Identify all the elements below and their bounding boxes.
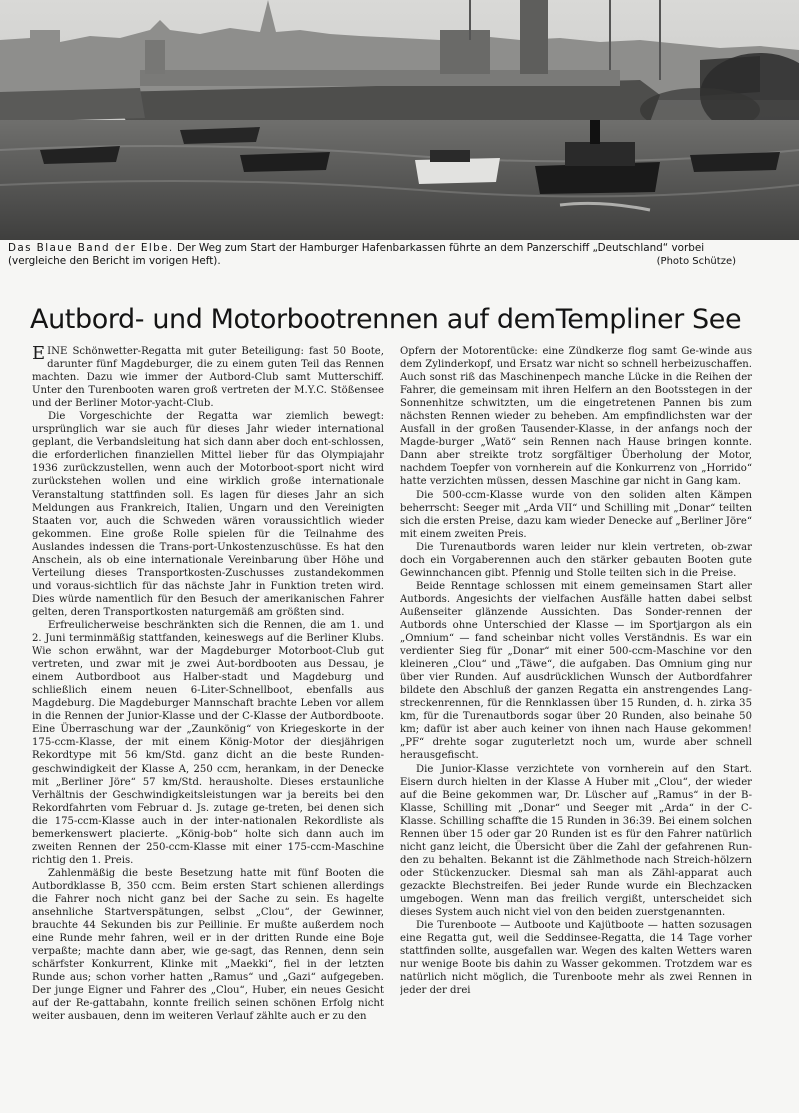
drop-cap: E	[32, 345, 46, 364]
caption-text: Der Weg zum Start der Hamburger Hafenbarkassen führte an dem Panzerschiff „Deutschland“ vorbei (vergleiche den Bericht im vorigen Heft).	[8, 242, 705, 267]
paragraph: Die Turenautbords waren leider nur klein vertreten, ob-zwar doch ein Vorgaberennen auch den stärker gebauten Booten gute Gewinnchancen gibt. Pfennig und Stolle teilten sich in die Preise.	[400, 541, 752, 579]
paragraph: Die 500-ccm-Klasse wurde von den soliden alten Kämpen beherrscht: Seeger mit „Arda VII“ und Schilling mit „Donar“ teilten sich die ersten Preise, dazu kam wieder Denecke auf „Berliner Jöre“ mit einem zweiten Preis.	[400, 489, 752, 540]
caption-lead: Das Blaue Band der Elbe.	[8, 242, 174, 254]
article-title: Autbord- und Motorbootrennen auf demTempliner See	[30, 304, 742, 335]
article-column-right	[400, 345, 752, 1105]
photo-credit: (Photo Schütze)	[656, 256, 736, 267]
paragraph	[32, 345, 384, 410]
article-column-left	[32, 345, 384, 1105]
paragraph: Opfern der Motorentücke: eine Zündkerze flog samt Ge-winde aus dem Zylinderkopf, und Ersatz war nicht so schnell herbeizuschaffen. Auch sonst riß das Maschinenpech manche Lücke in die Reihen der Fahrer, die gemeinsam mit ihren Helfern an den Bootsstegen in der Sonnenhitze schwitzten, um die eingetretenen Pannen bis zum nächsten Rennen wieder zu beheben. Am empfindlichsten war der Ausfall in der großen Tausender-Klasse, in der anfangs noch der Magde-burger „Watö“ sein Rennen nach Hause bringen konnte. Dann aber streikte trotz sorgfältiger Überholung der Motor, nachdem Toepfer von vornherein auf die Konkurrenz von „Horrido“ hatte verzichten müssen, dessen Maschine gar nicht in Gang kam.	[400, 346, 752, 488]
paragraph: Beide Renntage schlossen mit einem gemeinsamen Start aller Autbords. Angesichts der vielfachen Ausfälle hatten dabei selbst Außenseiter glänzende Aussichten. Das Sonder-rennen der Autbords ohne Unterschied der Klasse — im Sportjargon als ein „Omnium“ — fand scheinbar nicht volles Verständnis. Es war ein verdienter Sieg für „Donar“ mit einer 500-ccm-Maschine vor den kleineren „Clou“ und „Täwe“, die aufgaben. Das Omnium ging nur über vier Runden. Auf ausdrücklichen Wunsch der Autbordfahrer bildete den Abschluß der ganzen Regatta ein anstrengendes Lang-streckenrennen, für die Rennklassen über 15 Runden, d. h. zirka 35 km, für die Turenautbords sogar über 20 Runden, also beinahe 50 km; dafür ist aber auch keiner von ihnen nach Hause gekommen! „PF“ drehte sogar zuguterletzt noch um, wurde aber schnell herausgefischt.	[400, 580, 752, 762]
harbor-photo	[0, 0, 799, 240]
paragraph: Die Turenboote — Autboote und Kajütboote — hatten sozusagen eine Regatta gut, weil die Seddinsee-Regatta, die 14 Tage vorher stattfinden sollte, ausgefallen war. Wegen des kalten Wetters waren nur wenige Boote bis dahin zu Wasser gekommen. Trotzdem war es natürlich nicht möglich, die Turenboote mehr als zwei Rennen in jeder der drei	[400, 920, 752, 997]
paragraph: Die Vorgeschichte der Regatta war ziemlich bewegt: ursprünglich war sie auch für dieses Jahr wieder international geplant, die Verbandsleitung hat sich dann aber doch ent-schlossen, die erforderlichen finanziellen Mittel lieber für das Olympiajahr 1936 zurückzustellen, wenn auch der Motorboot-sport nicht wird zurückstehen wollen und eine wirklich große internationale Veranstaltung stattfinden soll. Es lagen für dieses Jahr an sich Meldungen aus Frankreich, Italien, Ungarn und den Vereinigten Staaten vor, auch die Schweden wären voraussichtlich wieder gekommen. Eine große Rolle spielen für die Teilnahme des Auslandes indessen die Trans-port-Unkostenzuschüsse. Es hat den Anschein, als ob eine internationale Vereinbarung über Höhe und Verteilung dieses Transportkosten-Zuschusses zustandekommen und voraus-sichtlich für das nächste Jahr in Funktion treten wird. Dies würde namentlich für den Besuch der amerikanischen Fahrer gelten, deren Transportkosten naturgemäß am größten sind.	[32, 411, 384, 618]
photo-caption	[8, 242, 736, 268]
paragraph: Erfreulicherweise beschränkten sich die Rennen, die am 1. und 2. Juni terminmäßig stattfanden, keineswegs auf die Berliner Klubs. Wie schon erwähnt, war der Magdeburger Motorboot-Club gut vertreten, und zwar mit je zwei Aut-bordbooten aus Dessau, je einem Autbordboot aus Halber-stadt und Magdeburg und schließlich einem neuen 6-Liter-Schnellboot, ebenfalls aus Magdeburg. Die Magdeburger Mannschaft brachte Leben vor allem in die Rennen der Junior-Klasse und der C-Klasse der Autbordboote. Eine Überraschung war der „Zaunkönig“ von Kriegeskorte in der 175-ccm-Klasse, der mit einem König-Motor der diesjährigen Rekordtype mit 56 km/Std. ganz dicht an die beste Runden-geschwindigkeit der Klasse A, 250 ccm, herankam, in der Denecke mit „Berliner Jöre“ 57 km/Std. herausholte. Dieses erstaunliche Verhältnis der Geschwindigkeitsleistungen war ja bereits bei den Rekordfahrten vom Februar d. Js. zutage ge-treten, bei denen sich die 175-ccm-Klasse auch in der inter-nationalen Rekordliste als bemerkenswert placierte. „König-bob“ holte sich dann auch im zweiten Rennen der 250-ccm-Klasse mit einer 175-ccm-Maschine richtig den 1. Preis.	[32, 619, 384, 866]
paragraph: Die Junior-Klasse verzichtete von vornherein auf den Start. Eisern durch hielten in der Klasse A Huber mit „Clou“, der wieder auf die Beine gekommen war, Dr. Lüscher auf „Ramus“ in der B-Klasse, Schilling mit „Donar“ und Seeger mit „Arda“ in der C-Klasse. Schilling schaffte die 15 Runden in 36:39. Bei einem solchen Rennen über 15 oder gar 20 Runden ist es für den Fahrer natürlich nicht ganz leicht, die Übersicht über die Zahl der gefahrenen Run-den zu behalten. Bekannt ist die Zählmethode nach Streich-hölzern oder Stückenzucker. Diesmal sah man als Zähl-apparat auch gezackte Blechstreifen. Bei jeder Runde wurde ein Blechzacken umgebogen. Wenn man das freilich vergißt, unterscheidet sich dieses System auch nicht viel von den beiden zuerstgenannten.	[400, 763, 752, 919]
paragraph: Zahlenmäßig die beste Besetzung hatte mit fünf Booten die Autbordklasse B, 350 ccm. Beim ersten Start schienen allerdings die Fahrer noch nicht ganz bei der Sache zu sein. Es hagelte ansehnliche Startverspätungen, selbst „Clou“, der Gewinner, brauchte 44 Sekunden bis zur Peillinie. Er mußte außerdem noch eine Runde mehr fahren, weil er in der dritten Runde eine Boje verpaßte; machte dann aber, wie ge-sagt, das Rennen, denn sein schärfster Konkurrent, Klinke mit „Maekki“, fiel in der letzten Runde aus; schon vorher hatten „Ramus“ und „Gazi“ aufgegeben. Der junge Eigner und Fahrer des „Clou“, Huber, ein neues Gesicht auf der Re-gattabahn, konnte freilich seinen schönen Erfolg nicht weiter ausbauen, denn im weiteren Verlauf zählte auch er zu den	[32, 867, 384, 1023]
harbor-scene-illustration	[0, 0, 799, 240]
paragraph-text: INE Schönwetter-Regatta mit guter Beteiligung: fast 50 Boote, darunter fünf Magdeburger, die zu einem guten Teil das Rennen machten. Dazu wie immer der Autbord-Club samt Mutterschiff. Unter den Turenbooten waren groß vertreten der M.Y.C. Stößensee und der Berliner Motor-yacht-Club.	[32, 346, 384, 410]
